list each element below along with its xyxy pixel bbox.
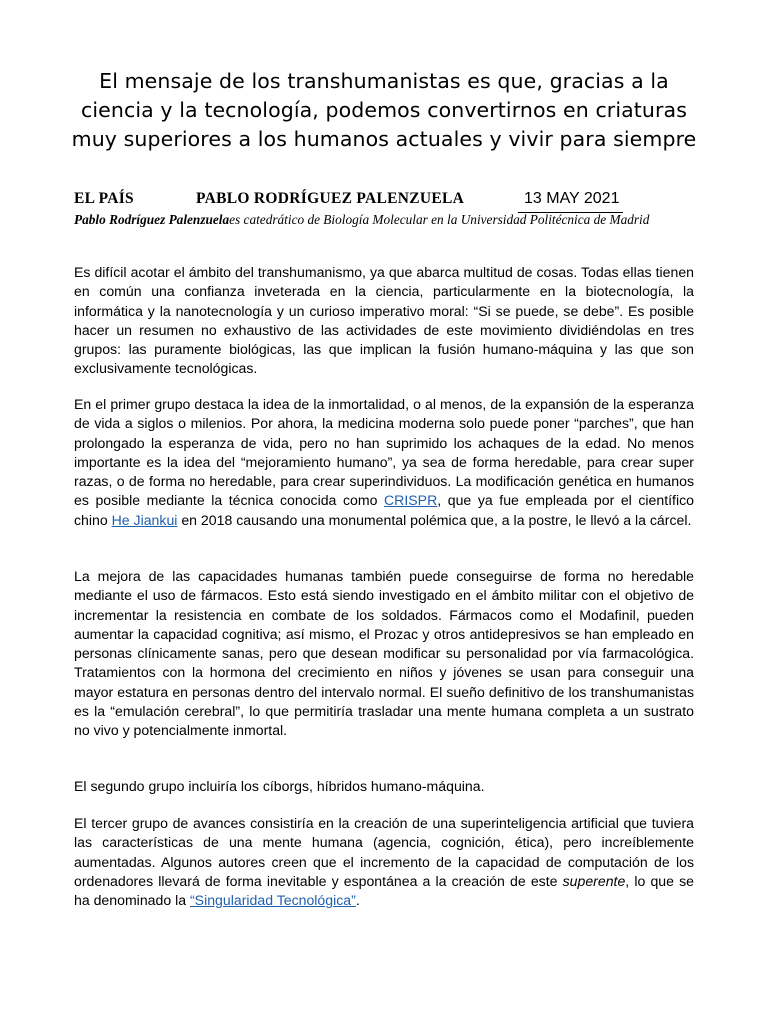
paragraph-cyborgs: El segundo grupo incluiría los cíborgs, híbridos humano-máquina.: [74, 778, 485, 794]
paragraph-text: En el primer grupo destaca la idea de la inmortalidad, o al menos, de la expansión de la esperanza de vida a siglos o milenios. Por ahora, la medicina moderna solo puede poner “parches”, que han prolongado la esperanza de vida, pero no han suprimido los achaques de la edad. No menos importante es la idea del “mejoramiento humano”, ya sea de forma heredable, para crear super razas, o de forma no heredable, para crear superindividuos. La modificación genética en humanos es posible mediante la técnica conocida como: [74, 396, 694, 509]
paragraph-text: , lo que se ha denominado la: [74, 872, 694, 909]
publication-date: 13 MAY 2021: [518, 187, 623, 213]
paragraph-italic-term: superente: [562, 872, 626, 889]
paragraph-biological-group: [74, 395, 694, 530]
byline: [74, 187, 694, 211]
paragraph-superintelligence: [74, 814, 694, 910]
article-title: El mensaje de los transhumanistas es que, gracias a la ciencia y la tecnología, podemos convertirnos en criaturas muy superiores a los humanos actuales y vivir para siempre: [71, 69, 697, 151]
author-bio: [74, 211, 696, 229]
paragraph-drugs: La mejora de las capacidades humanas también puede conseguirse de forma no heredable mediante el uso de fármacos. Esto está siendo investigado en el ámbito militar con el objetivo de incrementar la resistencia en combate de los soldados. Fármacos como el Modafinil, pueden aumentar la capacidad cognitiva; así mismo, el Prozac y otros antidepresivos se han empleado en personas clínicamente sanas, pero que desean modificar su personalidad por vía farmacológica. Tratamientos con la hormona del crecimiento en niños y jóvenes se usan para conseguir una mayor estatura en personas dentro del intervalo normal. El sueño definitivo de los transhumanistas es la “emulación cerebral”, lo que permitiría trasladar una mente humana completa a un sustrato no vivo y potencialmente inmortal.: [74, 568, 694, 739]
paragraph-text: El tercer grupo de avances consistiría en la creación de una superinteligencia artificial que tuviera las características de una mente humana (agencia, cognición, ética), pero increíblemente aumentadas. Algunos autores creen que el incremento de la capacidad de computación de los ordenadores llevará de forma inevitable y espontánea a la creación de este: [74, 815, 694, 889]
newspaper-name: EL PAÍS: [74, 190, 134, 207]
he-jiankui-link[interactable]: He Jiankui: [111, 511, 178, 528]
author-name: PABLO RODRÍGUEZ PALENZUELA: [196, 190, 465, 207]
author-bio-text: es catedrático de Biología Molecular en la Universidad Politécnica de Madrid: [229, 212, 650, 227]
paragraph-text: en 2018 causando una monumental polémica que, a la postre, le llevó a la cárcel.: [177, 511, 692, 528]
paragraph-text: , que ya fue empleada por el científico chino: [74, 492, 694, 528]
paragraph-text: .: [355, 892, 360, 909]
crispr-link[interactable]: CRISPR: [384, 492, 438, 509]
author-bio-name: Pablo Rodríguez Palenzuela: [74, 212, 230, 227]
singularity-link[interactable]: “Singularidad Tecnológica”: [189, 892, 356, 909]
paragraph-intro: Es difícil acotar el ámbito del transhumanismo, ya que abarca multitud de cosas. Todas ellas tienen en común una confianza inveterada en la ciencia, particularmente en la biotecnología, la informática y la nanotecnología y un curioso imperativo moral: “Si se puede, se debe”. Es posible hacer un resumen no exhaustivo de las actividades de este movimiento dividiéndolas en tres grupos: las puramente biológicas, las que implican la fusión humano-máquina y las que son exclusivamente tecnológicas.: [74, 264, 694, 377]
